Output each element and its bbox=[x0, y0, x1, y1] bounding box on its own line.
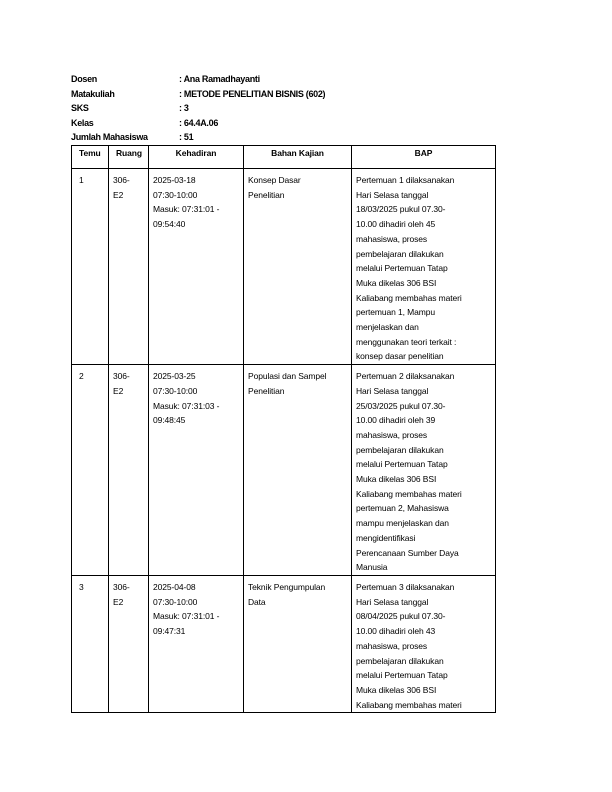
header-ruang: Ruang bbox=[109, 146, 149, 169]
cell-kehadiran: 2025-03-25 07:30-10:00 Masuk: 07:31:03 - 09:48:45 bbox=[149, 365, 244, 576]
header-kehadiran: Kehadiran bbox=[149, 146, 244, 169]
cell-bahan-kajian: Konsep Dasar Penelitian bbox=[244, 169, 352, 365]
info-label: Jumlah Mahasiswa bbox=[71, 132, 148, 142]
cell-temu: 3 bbox=[72, 575, 109, 712]
cell-bahan-kajian: Populasi dan Sampel Penelitian bbox=[244, 365, 352, 576]
cell-ruang: 306- E2 bbox=[109, 169, 149, 365]
header-bap: BAP bbox=[352, 146, 496, 169]
info-value: : 64.4A.06 bbox=[179, 117, 219, 128]
info-value: : Ana Ramadhayanti bbox=[179, 74, 260, 84]
info-value: : METODE PENELITIAN BISNIS (602) bbox=[179, 88, 326, 99]
table-row bbox=[72, 169, 496, 365]
header-bahan-kajian: Bahan Kajian bbox=[244, 146, 352, 169]
info-row-sks bbox=[71, 101, 325, 116]
cell-temu: 1 bbox=[72, 169, 109, 365]
header-temu: Temu bbox=[72, 146, 109, 169]
info-value: : 51 bbox=[179, 132, 194, 142]
cell-bap: Pertemuan 1 dilaksanakan Hari Selasa tanggal 18/03/2025 pukul 07.30- 10.00 dihadiri oleh 45 mahasiswa, proses pembelajaran dilakukan melalui Pertemuan Tatap Muka dikelas 306 BSI Kaliabang membahas materi pertemuan 1, Mampu menjelaskan dan menggunakan teori terkait : konsep dasar penelitian bbox=[352, 169, 496, 365]
cell-kehadiran: 2025-04-08 07:30-10:00 Masuk: 07:31:01 - 09:47:31 bbox=[149, 575, 244, 712]
cell-kehadiran: 2025-03-18 07:30-10:00 Masuk: 07:31:01 - 09:54:40 bbox=[149, 169, 244, 365]
table-row bbox=[72, 365, 496, 576]
info-row-kelas bbox=[71, 116, 325, 131]
cell-temu: 2 bbox=[72, 365, 109, 576]
table-row bbox=[72, 575, 496, 712]
info-row-matakuliah bbox=[71, 87, 325, 102]
info-label: SKS bbox=[71, 103, 89, 113]
info-label: Dosen bbox=[71, 74, 98, 84]
cell-bahan-kajian: Teknik Pengumpulan Data bbox=[244, 575, 352, 712]
table-header-row bbox=[72, 146, 496, 169]
cell-ruang: 306- E2 bbox=[109, 365, 149, 576]
info-row-dosen bbox=[71, 72, 325, 87]
info-label: Kelas bbox=[71, 117, 94, 128]
cell-ruang: 306- E2 bbox=[109, 575, 149, 712]
info-value: : 3 bbox=[179, 103, 189, 113]
info-label: Matakuliah bbox=[71, 88, 115, 99]
info-row-jumlah-mahasiswa bbox=[71, 130, 325, 145]
cell-bap: Pertemuan 3 dilaksanakan Hari Selasa tanggal 08/04/2025 pukul 07.30- 10.00 dihadiri oleh 43 mahasiswa, proses pembelajaran dilakukan melalui Pertemuan Tatap Muka dikelas 306 BSI Kaliabang membahas materi bbox=[352, 575, 496, 712]
attendance-table bbox=[71, 145, 496, 713]
cell-bap: Pertemuan 2 dilaksanakan Hari Selasa tanggal 25/03/2025 pukul 07.30- 10.00 dihadiri oleh 39 mahasiswa, proses pembelajaran dilakukan melalui Pertemuan Tatap Muka dikelas 306 BSI Kaliabang membahas materi pertemuan 2, Mahasiswa mampu menjelaskan dan mengidentifikasi Perencanaan Sumber Daya Manusia bbox=[352, 365, 496, 576]
course-info bbox=[71, 72, 325, 145]
